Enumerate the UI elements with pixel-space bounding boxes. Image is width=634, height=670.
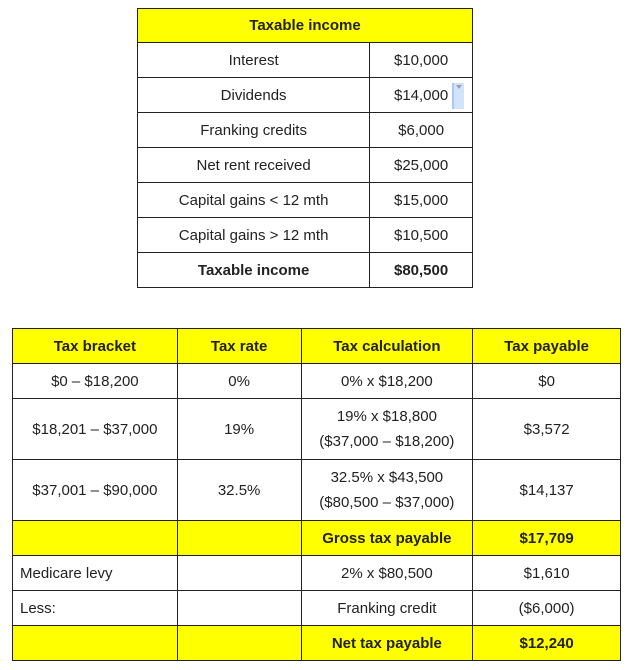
- income-label: Franking credits: [138, 113, 370, 148]
- bracket-rate: 32.5%: [177, 460, 301, 521]
- net-tax-value: $12,240: [473, 626, 621, 661]
- bracket-row: [13, 399, 621, 460]
- medicare-levy-calculation: 2% x $80,500: [301, 556, 473, 591]
- income-value: $15,000: [370, 183, 473, 218]
- bracket-row: [13, 364, 621, 399]
- income-value-cell[interactable]: [370, 78, 473, 113]
- income-row-interest: [138, 43, 473, 78]
- net-tax-label: Net tax payable: [301, 626, 473, 661]
- empty-cell: [13, 521, 178, 556]
- empty-cell: [177, 591, 301, 626]
- less-label: Less:: [13, 591, 178, 626]
- bracket-payable: $3,572: [473, 399, 621, 460]
- income-label: Capital gains > 12 mth: [138, 218, 370, 253]
- income-row-rent: [138, 148, 473, 183]
- franking-credit-value: ($6,000): [473, 591, 621, 626]
- medicare-levy-row: [13, 556, 621, 591]
- income-total-row: [138, 253, 473, 288]
- gross-tax-row: [13, 521, 621, 556]
- tax-payable-table: [12, 328, 621, 661]
- tax-header-row: [13, 329, 621, 364]
- bracket-range: $0 – $18,200: [13, 364, 178, 399]
- income-value: $10,000: [370, 43, 473, 78]
- bracket-payable: $0: [473, 364, 621, 399]
- calculation-line: ($37,000 – $18,200): [319, 433, 455, 450]
- header-tax-rate: Tax rate: [177, 329, 301, 364]
- income-total-value: $80,500: [370, 253, 473, 288]
- bracket-payable: $14,137: [473, 460, 621, 521]
- income-label: Net rent received: [138, 148, 370, 183]
- income-row-cg-long: [138, 218, 473, 253]
- empty-cell: [177, 626, 301, 661]
- income-row-dividends: [138, 78, 473, 113]
- bracket-rate: 19%: [177, 399, 301, 460]
- bracket-range: $18,201 – $37,000: [13, 399, 178, 460]
- income-value: $10,500: [370, 218, 473, 253]
- bracket-range: $37,001 – $90,000: [13, 460, 178, 521]
- income-header-row: [138, 9, 473, 43]
- gross-tax-label: Gross tax payable: [301, 521, 473, 556]
- header-tax-payable: Tax payable: [473, 329, 621, 364]
- header-tax-calculation: Tax calculation: [301, 329, 473, 364]
- income-value: $14,000: [393, 86, 449, 104]
- calculation-line: ($80,500 – $37,000): [319, 494, 455, 511]
- income-value-wrap: [394, 87, 448, 104]
- franking-credit-label: Franking credit: [301, 591, 473, 626]
- medicare-levy-label: Medicare levy: [13, 556, 178, 591]
- calculation-line: 32.5% x $43,500: [330, 469, 444, 486]
- bracket-row: [13, 460, 621, 521]
- income-value: $25,000: [370, 148, 473, 183]
- less-row: [13, 591, 621, 626]
- bracket-calculation: 0% x $18,200: [301, 364, 473, 399]
- net-tax-row: [13, 626, 621, 661]
- dropdown-arrow-icon[interactable]: [452, 83, 464, 109]
- calculation-line: 19% x $18,800: [336, 408, 437, 425]
- income-label: Dividends: [138, 78, 370, 113]
- medicare-levy-value: $1,610: [473, 556, 621, 591]
- income-table-title: Taxable income: [138, 9, 473, 43]
- income-label: Interest: [138, 43, 370, 78]
- gross-tax-value: $17,709: [473, 521, 621, 556]
- bracket-calculation: [301, 399, 473, 460]
- bracket-rate: 0%: [177, 364, 301, 399]
- income-row-cg-short: [138, 183, 473, 218]
- header-tax-bracket: Tax bracket: [13, 329, 178, 364]
- income-row-franking: [138, 113, 473, 148]
- empty-cell: [177, 521, 301, 556]
- empty-cell: [13, 626, 178, 661]
- income-value: $6,000: [370, 113, 473, 148]
- bracket-calculation: [301, 460, 473, 521]
- income-total-label: Taxable income: [138, 253, 370, 288]
- empty-cell: [177, 556, 301, 591]
- taxable-income-table: [137, 8, 473, 288]
- income-label: Capital gains < 12 mth: [138, 183, 370, 218]
